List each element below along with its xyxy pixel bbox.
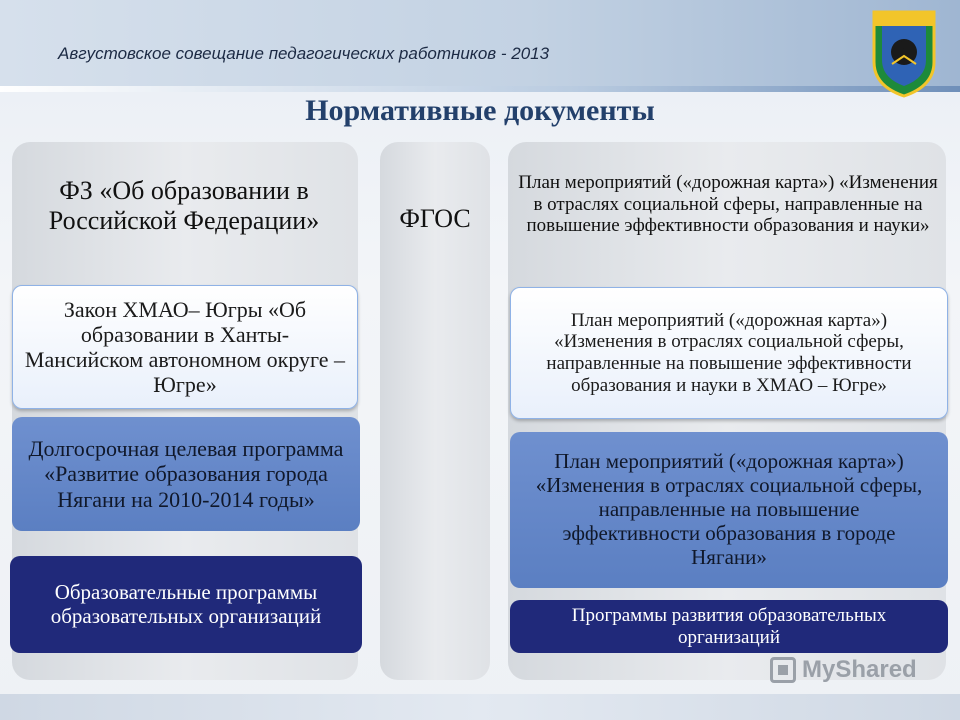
right-column-title: План мероприятий («дорожная карта») «Изменения в отраслях социальной сферы, направленные на повышение эффективности образования и науки» (518, 172, 938, 237)
slide-title: Нормативные документы (305, 94, 655, 127)
left-box-khmao-law: Закон ХМАО– Югры «Об образовании в Ханты-Мансийском автономном округе – Югре» (12, 285, 358, 409)
right-box-development-programs: Программы развития образовательных организаций (510, 600, 948, 653)
bottom-strip (0, 694, 960, 720)
left-box-nyagan-program: Долгосрочная целевая программа «Развитие образования города Нягани на 2010-2014 годы» (12, 417, 360, 531)
coat-of-arms-icon (868, 6, 940, 100)
myshared-logo-icon (770, 657, 796, 683)
left-column-title: ФЗ «Об образовании в Российской Федерации» (48, 176, 320, 235)
left-box-educational-programs: Образовательные программы образовательных организаций (10, 556, 362, 653)
meeting-title: Августовское совещание педагогических работников - 2013 (58, 44, 550, 63)
fgos-title: ФГОС (399, 204, 471, 233)
watermark (770, 656, 917, 684)
right-box-khmao-roadmap: План мероприятий («дорожная карта») «Изменения в отраслях социальной сферы, направленные на повышение эффективности образования и науки в ХМАО – Югре» (510, 287, 948, 419)
watermark-text: MyShared (802, 656, 917, 683)
right-box-nyagan-roadmap: План мероприятий («дорожная карта») «Изменения в отраслях социальной сферы, направленные на повышение эффективности образования в городе Нягани» (510, 432, 948, 588)
